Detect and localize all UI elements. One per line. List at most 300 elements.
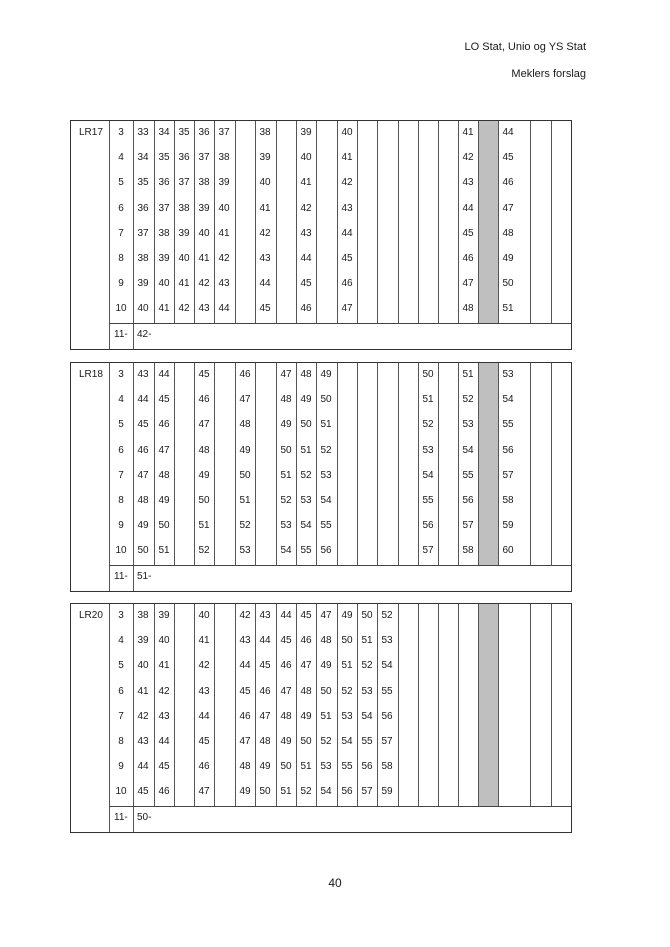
table-cell: 39 [178,227,190,239]
table-cell: 52 [341,685,353,697]
table-cell: 50 [280,444,292,456]
footer-value: 50- [137,812,152,823]
step-number: 7 [118,227,124,239]
table-cell: 50 [422,369,434,380]
table-cell: 44 [137,761,149,773]
salary-table-lr18 [70,362,572,592]
table-cell: 48 [259,736,271,747]
table-cell: 45 [300,278,312,290]
table-cell: 56 [341,786,353,798]
table-cell: 52 [280,495,292,506]
step-number: 3 [118,127,124,138]
table-cell: 43 [158,710,170,722]
table-cell: 58 [381,761,393,773]
table-cell: 51 [320,710,332,722]
table-cell: 45 [137,786,149,798]
column-divider [174,363,175,565]
table-cell: 53 [341,710,353,722]
table-cell: 48 [502,227,514,239]
table-cell: 51 [422,394,434,406]
footer-step: 11- [114,329,128,340]
table-cell: 60 [502,545,514,557]
column-divider [235,121,236,323]
header-title: LO Stat, Unio og YS Stat [464,41,586,53]
table-cell: 41 [259,202,271,214]
table-cell: 49 [239,444,251,456]
table-cell: 44 [137,394,149,406]
table-cell: 42 [158,685,170,697]
table-cell: 47 [198,786,210,798]
table-cell: 47 [198,419,210,431]
column-divider [377,363,378,565]
table-cell: 54 [300,520,312,532]
table-cell: 45 [462,227,474,239]
table-cell: 42 [341,177,353,189]
table-cell: 42 [300,202,312,214]
salary-table-lr17 [70,120,572,350]
table-cell: 46 [300,635,312,647]
table-cell: 45 [259,303,271,315]
table-cell: 51 [341,660,353,672]
table-cell: 47 [239,394,251,406]
table-cell: 50 [158,520,170,532]
table-cell: 55 [361,736,373,747]
table-cell: 50 [300,419,312,431]
table-cell: 47 [158,444,170,456]
table-cell: 40 [158,278,170,290]
column-divider [498,604,499,806]
table-cell: 47 [137,469,149,481]
table-cell: 36 [178,152,190,164]
table-cell: 52 [198,545,210,557]
table-cell: 50 [361,610,373,621]
table-cell: 53 [320,761,332,773]
footer-step: 11- [114,812,128,823]
table-cell: 39 [137,278,149,290]
table-cell: 48 [300,685,312,697]
table-cell: 51 [280,469,292,481]
table-cell: 44 [259,635,271,647]
step-number: 6 [118,202,124,214]
column-divider [438,121,439,323]
column-divider [337,363,338,565]
table-cell: 51 [361,635,373,647]
step-number: 3 [118,610,124,621]
table-cell: 56 [320,545,332,557]
table-cell: 46 [502,177,514,189]
table-cell: 57 [361,786,373,798]
table-cell: 51 [158,545,170,557]
table-cell: 46 [462,253,474,264]
table-cell: 53 [320,469,332,481]
table-cell: 52 [320,736,332,747]
step-number: 7 [118,710,124,722]
step-number: 3 [118,369,124,380]
step-number: 9 [118,520,124,532]
table-cell: 55 [320,520,332,532]
table-cell: 52 [422,419,434,431]
table-cell: 53 [280,520,292,532]
table-cell: 50 [320,394,332,406]
table-cell: 42 [178,303,190,315]
table-cell: 55 [341,761,353,773]
table-cell: 41 [137,685,149,697]
column-divider [530,604,531,806]
table-cell: 38 [259,127,271,138]
table-cell: 47 [280,369,292,380]
shaded-column [478,363,498,565]
table-cell: 43 [218,278,230,290]
table-cell: 42 [198,660,210,672]
column-divider [478,121,479,323]
table-cell: 40 [259,177,271,189]
table-cell: 52 [300,469,312,481]
table-cell: 51 [502,303,514,315]
table-cell: 39 [259,152,271,164]
table-cell: 35 [137,177,149,189]
table-cell: 58 [462,545,474,557]
column-divider [357,121,358,323]
footer-value: 42- [137,329,152,340]
column-divider [316,121,317,323]
table-cell: 48 [320,635,332,647]
table-cell: 39 [218,177,230,189]
table-cell: 34 [137,152,149,164]
table-cell: 45 [239,685,251,697]
table-cell: 56 [422,520,434,532]
table-cell: 54 [422,469,434,481]
table-cell: 43 [300,227,312,239]
table-cell: 52 [462,394,474,406]
table-cell: 46 [280,660,292,672]
step-number: 9 [118,761,124,773]
table-cell: 44 [300,253,312,264]
table-cell: 48 [280,394,292,406]
table-cell: 44 [280,610,292,621]
table-cell: 41 [300,177,312,189]
column-divider [458,604,459,806]
table-cell: 47 [320,610,332,621]
table-cell: 53 [422,444,434,456]
table-cell: 48 [198,444,210,456]
column-divider [357,363,358,565]
table-cell: 57 [502,469,514,481]
table-label: LR20 [79,610,103,621]
step-number: 8 [118,736,124,747]
table-cell: 47 [280,685,292,697]
table-cell: 38 [198,177,210,189]
table-cell: 42 [218,253,230,264]
table-cell: 44 [259,278,271,290]
table-cell: 49 [239,786,251,798]
table-cell: 49 [320,369,332,380]
step-number: 10 [115,303,127,315]
table-cell: 44 [198,710,210,722]
table-cell: 47 [239,736,251,747]
table-cell: 35 [178,127,190,138]
table-cell: 43 [462,177,474,189]
table-cell: 43 [137,736,149,747]
table-cell: 44 [158,369,170,380]
table-cell: 45 [198,736,210,747]
table-cell: 44 [462,202,474,214]
table-cell: 46 [158,786,170,798]
column-divider [438,363,439,565]
table-cell: 41 [198,253,210,264]
column-divider [478,604,479,806]
step-number: 4 [118,152,124,164]
column-divider [255,363,256,565]
salary-table-lr20 [70,603,572,833]
table-cell: 52 [320,444,332,456]
table-cell: 35 [158,152,170,164]
table-cell: 45 [259,660,271,672]
table-cell: 41 [158,303,170,315]
table-cell: 53 [381,635,393,647]
table-cell: 33 [137,127,149,138]
table-cell: 51 [198,520,210,532]
column-divider [174,604,175,806]
table-cell: 44 [158,736,170,747]
table-cell: 39 [158,253,170,264]
table-cell: 37 [178,177,190,189]
table-cell: 37 [218,127,230,138]
table-cell: 54 [462,444,474,456]
table-cell: 44 [239,660,251,672]
table-cell: 45 [158,761,170,773]
table-cell: 50 [239,469,251,481]
column-divider [530,121,531,323]
table-cell: 38 [178,202,190,214]
column-divider [418,121,419,323]
table-cell: 40 [198,610,210,621]
table-cell: 56 [361,761,373,773]
table-cell: 49 [137,520,149,532]
table-cell: 43 [137,369,149,380]
table-cell: 45 [280,635,292,647]
table-cell: 56 [502,444,514,456]
table-cell: 45 [198,369,210,380]
page-number: 40 [328,876,342,890]
table-cell: 40 [158,635,170,647]
column-divider [438,604,439,806]
table-cell: 46 [137,444,149,456]
table-cell: 52 [381,610,393,621]
table-cell: 46 [239,369,251,380]
table-cell: 46 [198,761,210,773]
table-cell: 48 [462,303,474,315]
table-cell: 53 [502,369,514,380]
table-cell: 53 [462,419,474,431]
table-cell: 45 [341,253,353,264]
table-cell: 45 [300,610,312,621]
table-cell: 55 [300,545,312,557]
table-cell: 40 [300,152,312,164]
table-cell: 48 [239,761,251,773]
column-divider [214,363,215,565]
table-cell: 49 [280,736,292,747]
step-number: 10 [115,786,127,798]
table-cell: 56 [462,495,474,506]
table-cell: 40 [178,253,190,264]
table-cell: 57 [381,736,393,747]
table-cell: 36 [198,127,210,138]
table-cell: 51 [239,495,251,506]
table-cell: 49 [300,394,312,406]
table-cell: 44 [218,303,230,315]
table-cell: 49 [341,610,353,621]
column-divider [551,121,552,323]
step-number: 10 [115,545,127,557]
table-cell: 49 [259,761,271,773]
table-cell: 46 [198,394,210,406]
column-divider [214,604,215,806]
column-divider [109,121,110,349]
column-divider [478,363,479,565]
table-cell: 41 [178,278,190,290]
row-divider [109,323,571,324]
table-cell: 54 [381,660,393,672]
column-divider [530,363,531,565]
table-cell: 34 [158,127,170,138]
table-cell: 48 [137,495,149,506]
table-cell: 48 [280,710,292,722]
step-number: 6 [118,444,124,456]
table-cell: 45 [502,152,514,164]
table-cell: 38 [158,227,170,239]
table-cell: 55 [462,469,474,481]
table-cell: 38 [137,610,149,621]
table-cell: 37 [137,227,149,239]
table-cell: 43 [341,202,353,214]
row-divider [109,806,571,807]
column-divider [109,604,110,832]
table-cell: 50 [320,685,332,697]
step-number: 5 [118,419,124,431]
table-cell: 40 [137,303,149,315]
table-cell: 55 [502,419,514,431]
table-cell: 44 [341,227,353,239]
table-cell: 39 [300,127,312,138]
table-cell: 42 [462,152,474,164]
table-cell: 50 [198,495,210,506]
step-number: 6 [118,685,124,697]
table-cell: 49 [300,710,312,722]
table-cell: 56 [381,710,393,722]
table-cell: 38 [218,152,230,164]
table-cell: 54 [502,394,514,406]
table-cell: 42 [259,227,271,239]
column-divider [551,604,552,806]
table-cell: 50 [280,761,292,773]
table-cell: 39 [158,610,170,621]
table-cell: 46 [341,278,353,290]
column-divider [418,604,419,806]
table-cell: 47 [259,710,271,722]
step-number: 7 [118,469,124,481]
table-cell: 45 [137,419,149,431]
table-cell: 46 [259,685,271,697]
table-cell: 43 [259,610,271,621]
table-cell: 40 [218,202,230,214]
table-cell: 59 [381,786,393,798]
step-number: 8 [118,253,124,264]
table-cell: 48 [158,469,170,481]
table-cell: 43 [259,253,271,264]
table-cell: 53 [239,545,251,557]
table-cell: 50 [341,635,353,647]
table-cell: 40 [198,227,210,239]
table-cell: 44 [502,127,514,138]
step-number: 8 [118,495,124,506]
footer-value: 51- [137,571,152,582]
table-cell: 46 [239,710,251,722]
column-divider [377,121,378,323]
table-cell: 55 [381,685,393,697]
table-cell: 52 [300,786,312,798]
table-cell: 57 [462,520,474,532]
table-cell: 40 [137,660,149,672]
step-number: 5 [118,660,124,672]
table-cell: 54 [320,495,332,506]
table-cell: 52 [239,520,251,532]
table-cell: 41 [218,227,230,239]
table-label: LR17 [79,127,103,138]
table-cell: 47 [502,202,514,214]
shaded-column [478,121,498,323]
table-cell: 46 [158,419,170,431]
table-cell: 45 [158,394,170,406]
table-cell: 53 [361,685,373,697]
table-cell: 52 [361,660,373,672]
footer-step: 11- [114,571,128,582]
column-divider [276,121,277,323]
table-cell: 49 [502,253,514,264]
table-cell: 37 [198,152,210,164]
table-cell: 49 [280,419,292,431]
table-cell: 50 [300,736,312,747]
step-number: 5 [118,177,124,189]
table-cell: 51 [280,786,292,798]
table-cell: 43 [198,685,210,697]
column-divider [398,363,399,565]
table-cell: 50 [259,786,271,798]
table-cell: 49 [320,660,332,672]
table-cell: 42 [137,710,149,722]
step-number: 9 [118,278,124,290]
table-cell: 39 [137,635,149,647]
table-cell: 40 [341,127,353,138]
table-cell: 51 [300,444,312,456]
table-cell: 42 [239,610,251,621]
step-number: 4 [118,635,124,647]
table-cell: 49 [198,469,210,481]
table-cell: 43 [198,303,210,315]
table-cell: 41 [198,635,210,647]
table-cell: 54 [361,710,373,722]
header-subtitle: Meklers forslag [511,68,586,80]
table-cell: 39 [198,202,210,214]
row-divider [109,565,571,566]
table-cell: 54 [341,736,353,747]
table-cell: 41 [158,660,170,672]
table-cell: 41 [462,127,474,138]
table-cell: 46 [300,303,312,315]
shaded-column [478,604,498,806]
step-number: 4 [118,394,124,406]
table-cell: 51 [300,761,312,773]
table-cell: 36 [158,177,170,189]
